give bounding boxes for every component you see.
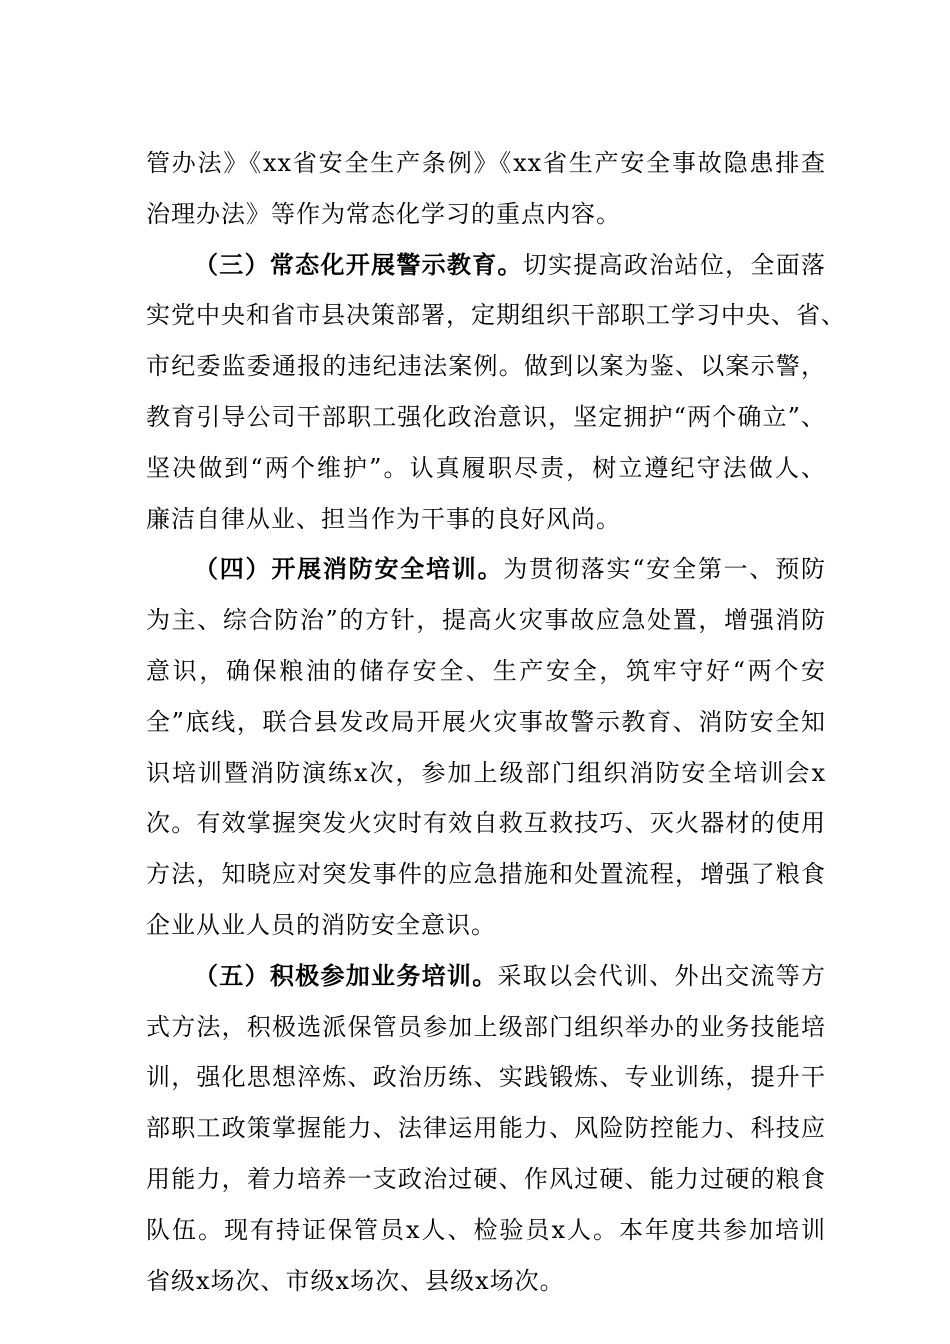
- paragraph-line: 用能力，着力培养一支政治过硬、作风过硬、能力过硬的粮食: [146, 1164, 826, 1193]
- paragraph-line: 识培训暨消防演练x次，参加上级部门组织消防安全培训会x: [146, 758, 826, 787]
- paragraph-line: 治理办法》等作为常态化学习的重点内容。: [146, 199, 621, 228]
- paragraph-line: 管办法》《xx省安全生产条例》《xx省生产安全事故隐患排查: [146, 149, 826, 177]
- paragraph-line: 省级x场次、市级x场次、县级x场次。: [146, 1266, 565, 1295]
- paragraph-first-line: [146, 951, 826, 1002]
- section-heading: （五）积极参加业务培训。: [194, 960, 498, 990]
- section-heading: （三）常态化开展警示教育。: [194, 249, 523, 279]
- paragraph-line: 企业从业人员的消防安全意识。: [146, 910, 496, 939]
- paragraph-line: 教育引导公司干部职工强化政治意识，坚定拥护“两个确立”、: [146, 402, 826, 431]
- paragraph-line: 方法，知晓应对突发事件的应急措施和处置流程，增强了粮食: [146, 860, 826, 889]
- paragraph-line: 部职工政策掌握能力、法律运用能力、风险防控能力、科技应: [146, 1114, 826, 1143]
- paragraph-text: 采取以会代训、外出交流等方: [497, 961, 826, 990]
- paragraph-line: 市纪委监委通报的违纪违法案例。做到以案为鉴、以案示警，: [146, 352, 826, 381]
- paragraph-line: 为主、综合防治”的方针，提高火灾事故应急处置，增强消防: [146, 606, 826, 635]
- paragraph-text: 为贯彻落实“安全第一、预防: [503, 555, 826, 584]
- paragraph-first-line: [146, 544, 826, 595]
- paragraph-line: 训，强化思想淬炼、政治历练、实践锻炼、专业训练，提升干: [146, 1063, 826, 1092]
- paragraph-line: 队伍。现有持证保管员x人、检验员x人。本年度共参加培训: [146, 1215, 826, 1244]
- paragraph-line: 式方法，积极选派保管员参加上级部门组织举办的业务技能培: [146, 1012, 826, 1041]
- paragraph-line: 意识，确保粮油的储存安全、生产安全，筑牢守好“两个安: [146, 656, 826, 685]
- paragraph-line: 全”底线，联合县发改局开展火灾事故警示教育、消防安全知: [146, 707, 826, 736]
- paragraph-line: 廉洁自律从业、担当作为干事的良好风尚。: [146, 504, 621, 533]
- paragraph-line: 坚决做到“两个维护”。认真履职尽责，树立遵纪守法做人、: [146, 453, 826, 482]
- document-body: [146, 138, 846, 1306]
- paragraph-line: 次。有效掌握突发火灾时有效自救互救技巧、灭火器材的使用: [146, 809, 826, 838]
- paragraph-first-line: [146, 240, 826, 291]
- section-heading: （四）开展消防安全培训。: [194, 554, 504, 584]
- paragraph-line: 实党中央和省市县决策部署，定期组织干部职工学习中央、省、: [146, 301, 846, 330]
- paragraph-text: 切实提高政治站位，全面落: [522, 250, 827, 279]
